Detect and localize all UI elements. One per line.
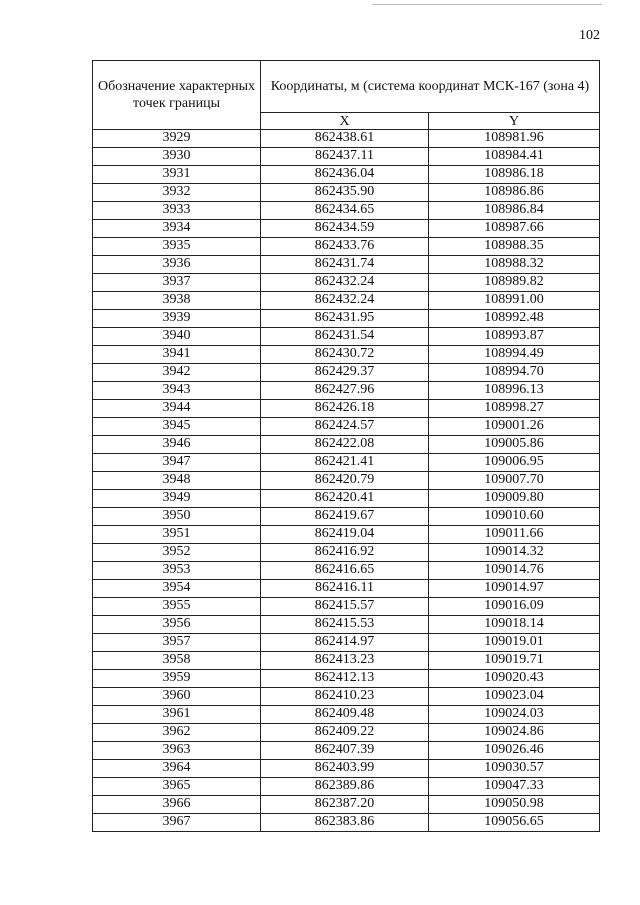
y-coordinate-cell: 109019.71 [429,652,600,670]
x-coordinate-cell: 862437.11 [261,148,429,166]
y-coordinate-cell: 109024.86 [429,724,600,742]
x-coordinate-cell: 862416.65 [261,562,429,580]
x-coordinate-cell: 862436.04 [261,166,429,184]
point-number-cell: 3941 [93,346,261,364]
header-coordinates: Координаты, м (система координат МСК-167 (зона 4) [261,61,600,113]
table-row [93,130,600,148]
y-coordinate-cell: 109024.03 [429,706,600,724]
x-coordinate-cell: 862413.23 [261,652,429,670]
table-row [93,778,600,796]
point-number-cell: 3942 [93,364,261,382]
x-coordinate-cell: 862409.22 [261,724,429,742]
top-rule [372,4,602,5]
y-coordinate-cell: 109019.01 [429,634,600,652]
y-coordinate-cell: 108992.48 [429,310,600,328]
y-coordinate-cell: 108981.96 [429,130,600,148]
x-coordinate-cell: 862415.57 [261,598,429,616]
y-coordinate-cell: 109014.76 [429,562,600,580]
x-coordinate-cell: 862424.57 [261,418,429,436]
point-number-cell: 3939 [93,310,261,328]
point-number-cell: 3937 [93,274,261,292]
x-coordinate-cell: 862438.61 [261,130,429,148]
point-number-cell: 3959 [93,670,261,688]
x-coordinate-cell: 862426.18 [261,400,429,418]
table-row [93,634,600,652]
table-row [93,292,600,310]
point-number-cell: 3934 [93,220,261,238]
table-row [93,490,600,508]
x-coordinate-cell: 862419.04 [261,526,429,544]
x-coordinate-cell: 862407.39 [261,742,429,760]
x-coordinate-cell: 862412.13 [261,670,429,688]
y-coordinate-cell: 109007.70 [429,472,600,490]
y-coordinate-cell: 108986.84 [429,202,600,220]
point-number-cell: 3949 [93,490,261,508]
x-coordinate-cell: 862435.90 [261,184,429,202]
table-row [93,616,600,634]
point-number-cell: 3952 [93,544,261,562]
y-coordinate-cell: 109005.86 [429,436,600,454]
point-number-cell: 3944 [93,400,261,418]
table-row [93,472,600,490]
table-row [93,382,600,400]
point-number-cell: 3950 [93,508,261,526]
point-number-cell: 3947 [93,454,261,472]
table-row [93,418,600,436]
x-coordinate-cell: 862432.24 [261,274,429,292]
table-row [93,688,600,706]
point-number-cell: 3943 [93,382,261,400]
y-coordinate-cell: 109047.33 [429,778,600,796]
x-coordinate-cell: 862409.48 [261,706,429,724]
y-coordinate-cell: 108987.66 [429,220,600,238]
y-coordinate-cell: 109026.46 [429,742,600,760]
x-coordinate-cell: 862430.72 [261,346,429,364]
table-row [93,580,600,598]
x-coordinate-cell: 862387.20 [261,796,429,814]
point-number-cell: 3936 [93,256,261,274]
table-row [93,238,600,256]
point-number-cell: 3953 [93,562,261,580]
y-coordinate-cell: 109030.57 [429,760,600,778]
y-coordinate-cell: 108988.35 [429,238,600,256]
table-row [93,310,600,328]
x-coordinate-cell: 862389.86 [261,778,429,796]
y-coordinate-cell: 109018.14 [429,616,600,634]
y-coordinate-cell: 109056.65 [429,814,600,832]
table-body [93,130,600,832]
y-coordinate-cell: 109023.04 [429,688,600,706]
point-number-cell: 3961 [93,706,261,724]
y-coordinate-cell: 108996.13 [429,382,600,400]
point-number-cell: 3964 [93,760,261,778]
table-row [93,706,600,724]
y-coordinate-cell: 108984.41 [429,148,600,166]
x-coordinate-cell: 862434.59 [261,220,429,238]
header-y: Y [429,113,600,130]
x-coordinate-cell: 862419.67 [261,508,429,526]
x-coordinate-cell: 862420.79 [261,472,429,490]
x-coordinate-cell: 862433.76 [261,238,429,256]
point-number-cell: 3962 [93,724,261,742]
x-coordinate-cell: 862422.08 [261,436,429,454]
point-number-cell: 3958 [93,652,261,670]
header-points: Обозначение характерных точек границы [93,61,261,130]
table-row [93,508,600,526]
x-coordinate-cell: 862410.23 [261,688,429,706]
x-coordinate-cell: 862421.41 [261,454,429,472]
y-coordinate-cell: 108989.82 [429,274,600,292]
table-row [93,274,600,292]
point-number-cell: 3929 [93,130,261,148]
point-number-cell: 3955 [93,598,261,616]
table-row [93,202,600,220]
point-number-cell: 3938 [93,292,261,310]
y-coordinate-cell: 108994.70 [429,364,600,382]
table-row [93,598,600,616]
point-number-cell: 3940 [93,328,261,346]
x-coordinate-cell: 862383.86 [261,814,429,832]
point-number-cell: 3945 [93,418,261,436]
point-number-cell: 3965 [93,778,261,796]
table-row [93,400,600,418]
table-row [93,814,600,832]
table-row [93,652,600,670]
point-number-cell: 3948 [93,472,261,490]
table-row [93,184,600,202]
point-number-cell: 3960 [93,688,261,706]
page-number: 102 [579,28,600,43]
table-row [93,796,600,814]
table-row [93,436,600,454]
point-number-cell: 3935 [93,238,261,256]
point-number-cell: 3951 [93,526,261,544]
point-number-cell: 3930 [93,148,261,166]
table-row [93,328,600,346]
y-coordinate-cell: 109001.26 [429,418,600,436]
y-coordinate-cell: 109006.95 [429,454,600,472]
x-coordinate-cell: 862429.37 [261,364,429,382]
y-coordinate-cell: 109010.60 [429,508,600,526]
y-coordinate-cell: 108993.87 [429,328,600,346]
point-number-cell: 3963 [93,742,261,760]
point-number-cell: 3946 [93,436,261,454]
x-coordinate-cell: 862416.92 [261,544,429,562]
point-number-cell: 3966 [93,796,261,814]
table-row [93,742,600,760]
x-coordinate-cell: 862416.11 [261,580,429,598]
table-row [93,724,600,742]
x-coordinate-cell: 862434.65 [261,202,429,220]
y-coordinate-cell: 108986.86 [429,184,600,202]
table-row [93,220,600,238]
y-coordinate-cell: 109011.66 [429,526,600,544]
point-number-cell: 3956 [93,616,261,634]
x-coordinate-cell: 862403.99 [261,760,429,778]
y-coordinate-cell: 109014.97 [429,580,600,598]
header-x: X [261,113,429,130]
x-coordinate-cell: 862420.41 [261,490,429,508]
table-row [93,346,600,364]
x-coordinate-cell: 862427.96 [261,382,429,400]
y-coordinate-cell: 108991.00 [429,292,600,310]
table-row [93,148,600,166]
point-number-cell: 3932 [93,184,261,202]
table-row [93,454,600,472]
y-coordinate-cell: 108988.32 [429,256,600,274]
table-row [93,364,600,382]
point-number-cell: 3957 [93,634,261,652]
point-number-cell: 3933 [93,202,261,220]
y-coordinate-cell: 109020.43 [429,670,600,688]
point-number-cell: 3967 [93,814,261,832]
point-number-cell: 3954 [93,580,261,598]
x-coordinate-cell: 862432.24 [261,292,429,310]
x-coordinate-cell: 862431.54 [261,328,429,346]
y-coordinate-cell: 109014.32 [429,544,600,562]
y-coordinate-cell: 108986.18 [429,166,600,184]
coordinates-table [92,60,600,832]
y-coordinate-cell: 109050.98 [429,796,600,814]
x-coordinate-cell: 862431.95 [261,310,429,328]
y-coordinate-cell: 108998.27 [429,400,600,418]
table-row [93,526,600,544]
y-coordinate-cell: 109009.80 [429,490,600,508]
table-row [93,544,600,562]
table-row [93,760,600,778]
x-coordinate-cell: 862415.53 [261,616,429,634]
y-coordinate-cell: 109016.09 [429,598,600,616]
table-row [93,256,600,274]
y-coordinate-cell: 108994.49 [429,346,600,364]
x-coordinate-cell: 862414.97 [261,634,429,652]
point-number-cell: 3931 [93,166,261,184]
x-coordinate-cell: 862431.74 [261,256,429,274]
table-row [93,670,600,688]
table-row [93,166,600,184]
table-row [93,562,600,580]
